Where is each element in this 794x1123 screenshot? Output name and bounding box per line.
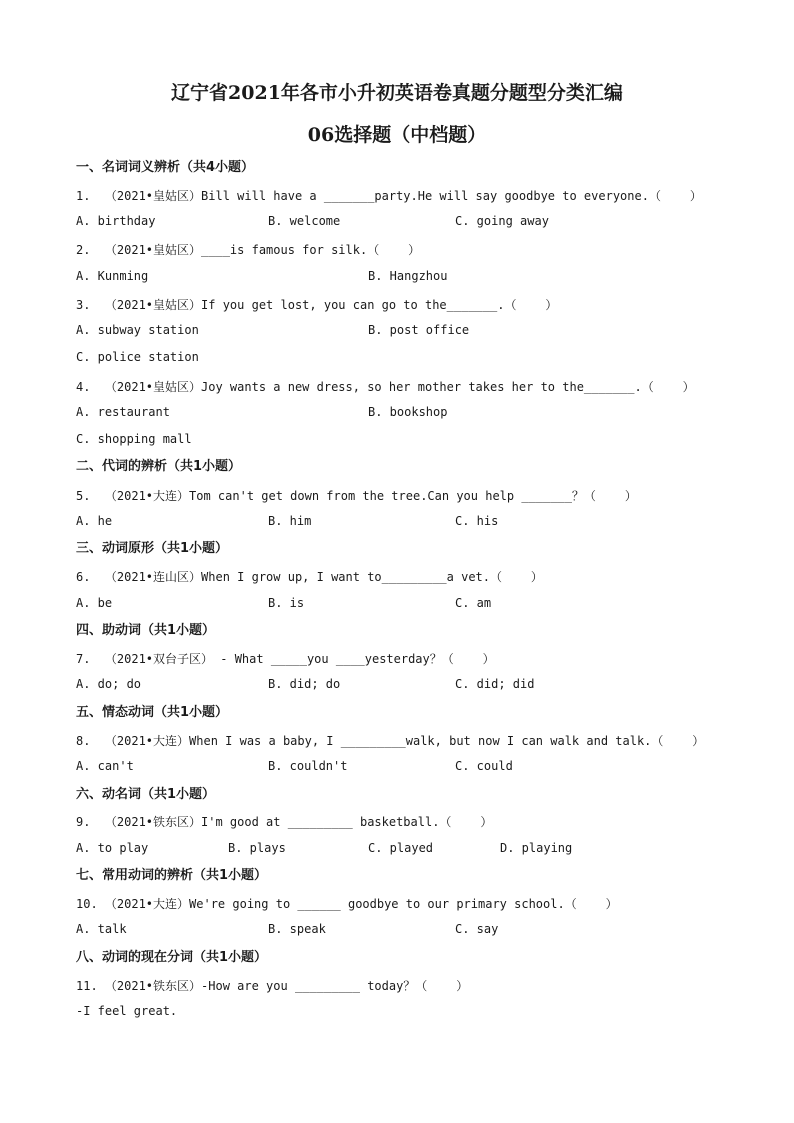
question-10: 10. （2021•大连）We're going to ______ goodbye to our primary school.（ ） xyxy=(76,897,618,911)
section-heading: 四、助动词（共1小题） xyxy=(76,623,216,638)
q5-option-c: C. his xyxy=(455,514,499,528)
question-4: 4. （2021•皇姑区）Joy wants a new dress, so her mother takes her to the_______.（ ） xyxy=(76,380,695,394)
q7-option-b: B. did; do xyxy=(268,677,341,691)
q3-option-a: A. subway station xyxy=(76,323,199,337)
q7-option-a: A. do; do xyxy=(76,677,142,691)
question-8: 8. （2021•大连）When I was a baby, I _________walk, but now I can walk and talk.（ ） xyxy=(76,734,705,748)
question-2: 2. （2021•皇姑区）____is famous for silk.（ ） xyxy=(76,243,421,257)
section-heading: 二、代词的辨析（共1小题） xyxy=(76,459,242,474)
q1-option-c: C. going away xyxy=(455,214,549,228)
q3-option-b: B. post office xyxy=(368,323,470,337)
q3-option-c: C. police station xyxy=(76,350,199,364)
q8-option-c: C. could xyxy=(455,759,513,773)
question-7: 7. （2021•双台子区） - What _____you ____yesterday？（ ） xyxy=(76,652,495,666)
q10-option-b: B. speak xyxy=(268,922,326,936)
question-6: 6. （2021•连山区）When I grow up, I want to_________a vet.（ ） xyxy=(76,570,543,584)
q4-option-b: B. bookshop xyxy=(368,405,448,419)
q1-option-b: B. welcome xyxy=(268,214,341,228)
section-heading: 六、动名词（共1小题） xyxy=(76,787,216,802)
q2-option-b: B. Hangzhou xyxy=(368,269,448,283)
question-9: 9. （2021•铁东区）I'm good at _________ basketball.（ ） xyxy=(76,815,493,829)
section-heading: 八、动词的现在分词（共1小题） xyxy=(76,950,268,965)
q2-option-a: A. Kunming xyxy=(76,269,149,283)
section-heading: 五、情态动词（共1小题） xyxy=(76,705,229,720)
q6-option-b: B. is xyxy=(268,596,305,610)
q11-answer-line: -I feel great. xyxy=(76,1004,178,1018)
question-1: 1. （2021•皇姑区）Bill will have a _______party.He will say goodbye to everyone.（ ） xyxy=(76,189,702,203)
q4-option-a: A. restaurant xyxy=(76,405,170,419)
q5-option-b: B. him xyxy=(268,514,312,528)
q10-option-c: C. say xyxy=(455,922,499,936)
document-title: 辽宁省2021年各市小升初英语卷真题分题型分类汇编 xyxy=(171,82,623,104)
section-heading: 七、常用动词的辨析（共1小题） xyxy=(76,868,268,883)
q8-option-b: B. couldn't xyxy=(268,759,348,773)
q9-option-b: B. plays xyxy=(228,841,286,855)
section-heading: 三、动词原形（共1小题） xyxy=(76,541,229,556)
document-subtitle: 06选择题（中档题） xyxy=(307,124,487,146)
q10-option-a: A. talk xyxy=(76,922,127,936)
section-heading: 一、名词词义辨析（共4小题） xyxy=(76,160,255,175)
question-3: 3. （2021•皇姑区）If you get lost, you can go to the_______.（ ） xyxy=(76,298,558,312)
question-11: 11. （2021•铁东区）-How are you _________ today？（ ） xyxy=(76,979,469,993)
q9-option-a: A. to play xyxy=(76,841,149,855)
q6-option-a: A. be xyxy=(76,596,113,610)
q8-option-a: A. can't xyxy=(76,759,134,773)
q9-option-d: D. playing xyxy=(500,841,573,855)
question-5: 5. （2021•大连）Tom can't get down from the tree.Can you help _______？（ ） xyxy=(76,489,637,503)
q5-option-a: A. he xyxy=(76,514,113,528)
q4-option-c: C. shopping mall xyxy=(76,432,192,446)
q9-option-c: C. played xyxy=(368,841,434,855)
q1-option-a: A. birthday xyxy=(76,214,156,228)
q7-option-c: C. did; did xyxy=(455,677,535,691)
q6-option-c: C. am xyxy=(455,596,492,610)
